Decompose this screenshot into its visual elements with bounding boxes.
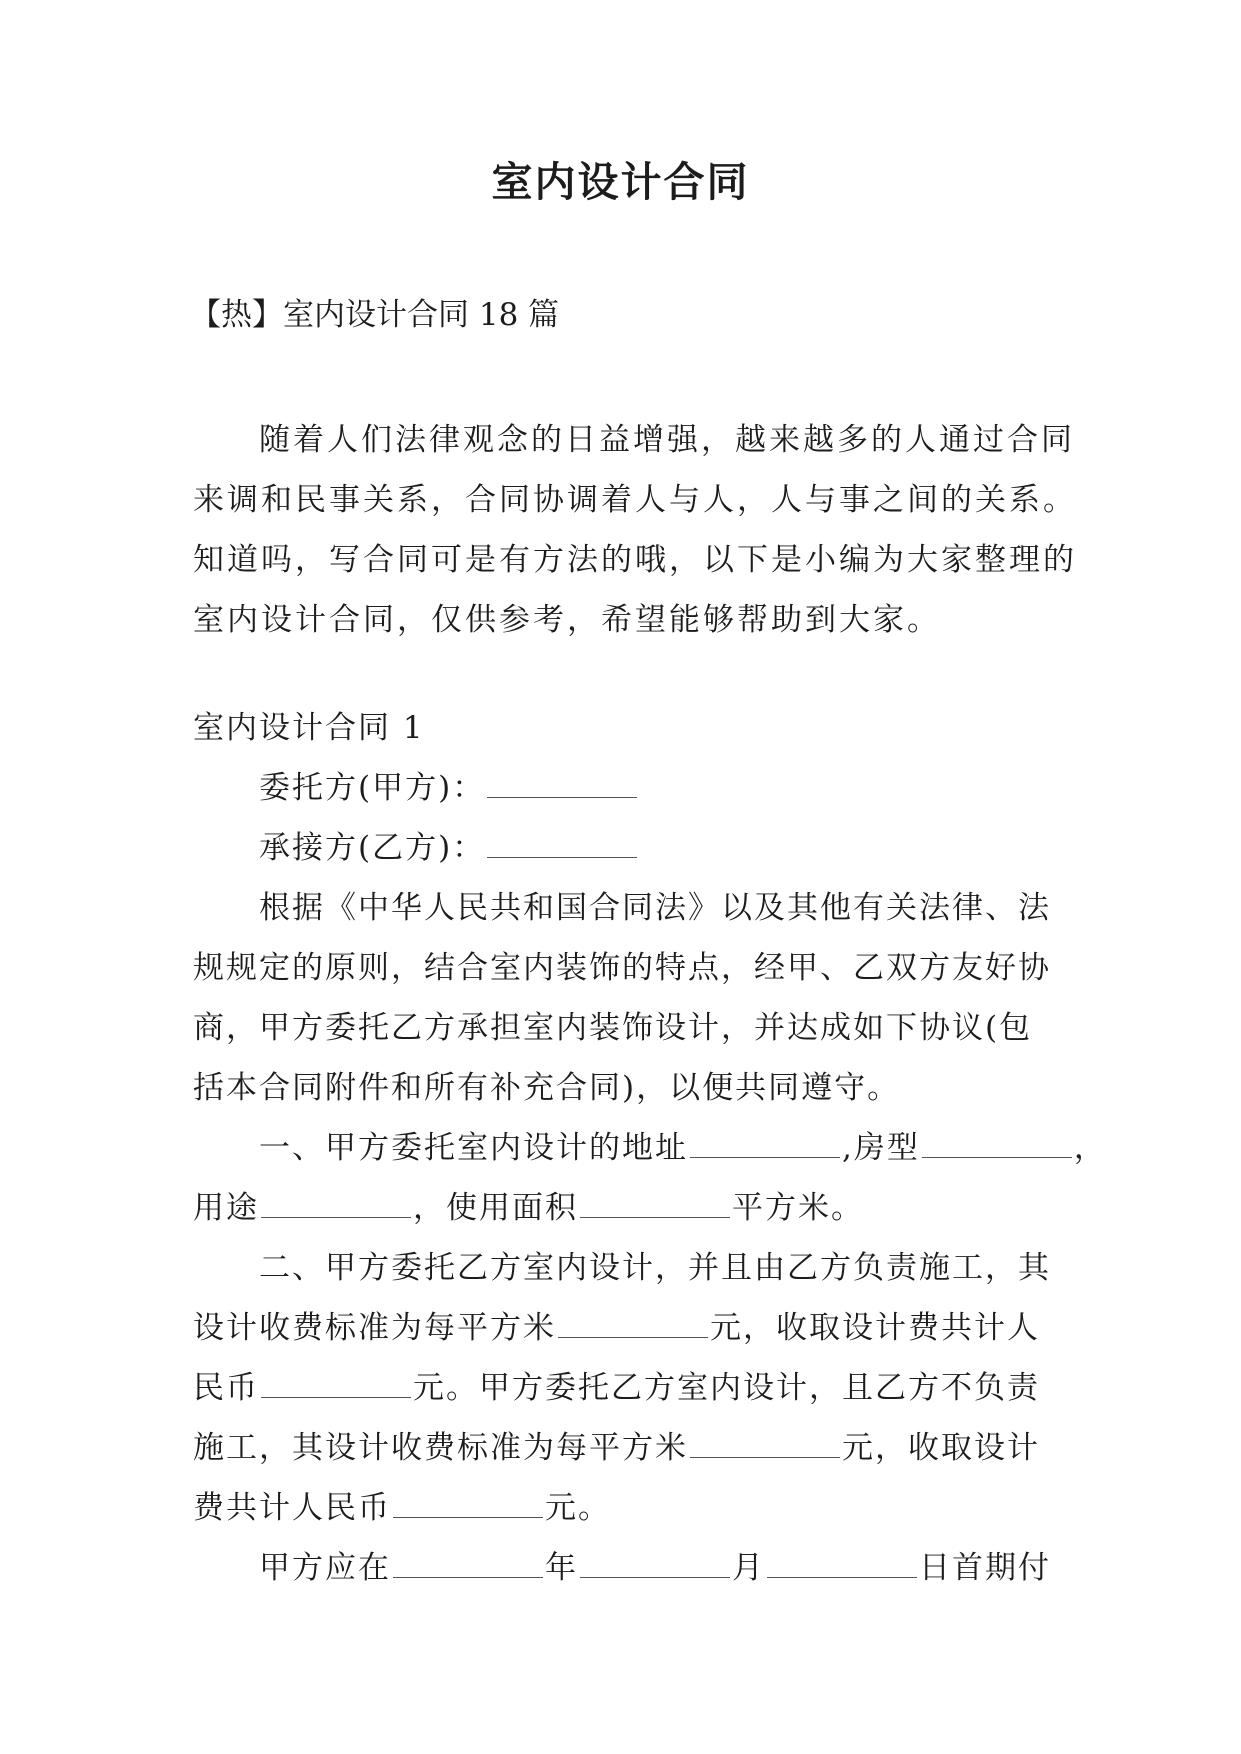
year-blank[interactable]	[393, 1549, 543, 1578]
clause-text: ,房型	[842, 1130, 920, 1166]
clause-text: 元。	[545, 1490, 611, 1526]
document-title: 室内设计合同	[491, 158, 750, 206]
clause-text: 元，收取设计	[842, 1430, 1040, 1466]
clause-text: 元。甲方委托乙方室内设计，且乙方不负责	[413, 1370, 1040, 1406]
intro-paragraph	[193, 410, 1093, 650]
usage-blank[interactable]	[261, 1189, 411, 1218]
section-heading: 室内设计合同 1	[193, 710, 425, 746]
contract-body	[193, 698, 1107, 1598]
clause-text: 费共计人民币	[193, 1490, 391, 1526]
intro-line: 室内设计合同，仅供参考，希望能够帮助到大家。	[193, 602, 941, 638]
clause-text: ，使用面积	[413, 1190, 578, 1226]
document-subtitle: 【热】室内设计合同 18 篇	[190, 297, 560, 333]
clause-text: 施工，其设计收费标准为每平方米	[193, 1430, 688, 1466]
fee-rate-2-blank[interactable]	[690, 1429, 840, 1458]
clause-text: 用途	[193, 1190, 259, 1226]
intro-line: 来调和民事关系，合同协调着人与人，人与事之间的关系。	[193, 482, 1077, 518]
clause-text: 元，收取设计费共计人	[710, 1310, 1040, 1346]
clause3-line	[193, 1538, 1093, 1598]
fee-total-blank[interactable]	[261, 1369, 411, 1398]
day-blank[interactable]	[767, 1549, 917, 1578]
fee-total-2-blank[interactable]	[393, 1489, 543, 1518]
party-b-line	[193, 818, 1093, 878]
clause-text: 甲方应在	[259, 1550, 391, 1586]
party-b-blank[interactable]	[487, 829, 637, 858]
basis-line: 商，甲方委托乙方承担室内装饰设计，并达成如下协议(包	[193, 1010, 1033, 1046]
basis-line: 规规定的原则，结合室内装饰的特点，经甲、乙双方友好协	[193, 950, 1051, 986]
room-type-blank[interactable]	[922, 1129, 1072, 1158]
party-a-label: 委托方(甲方)：	[259, 770, 486, 806]
clause-text: 一、甲方委托室内设计的地址	[259, 1130, 688, 1166]
party-a-line	[193, 758, 1093, 818]
basis-line: 括本合同附件和所有补充合同)，以便共同遵守。	[193, 1070, 901, 1106]
intro-line: 知道吗，写合同可是有方法的哦，以下是小编为大家整理的	[193, 542, 1077, 578]
intro-line: 随着人们法律观念的日益增强，越来越多的人通过合同	[259, 422, 1075, 458]
clause-text: 月	[732, 1550, 765, 1586]
clause-text: 平方米。	[732, 1190, 864, 1226]
clause2-line	[193, 1418, 1093, 1478]
clause2-line	[193, 1298, 1093, 1358]
clause2-line	[193, 1358, 1093, 1418]
clause2-line	[193, 1478, 1093, 1538]
month-blank[interactable]	[580, 1549, 730, 1578]
clause2-line: 二、甲方委托乙方室内设计，并且由乙方负责施工，其	[259, 1250, 1051, 1286]
party-a-blank[interactable]	[487, 769, 637, 798]
clause-text: 设计收费标准为每平方米	[193, 1310, 556, 1346]
area-blank[interactable]	[580, 1189, 730, 1218]
address-blank[interactable]	[690, 1129, 840, 1158]
fee-rate-blank[interactable]	[558, 1309, 708, 1338]
clause-text: 民币	[193, 1370, 259, 1406]
clause-text: 日首期付	[919, 1550, 1051, 1586]
clause1-line	[193, 1178, 1093, 1238]
basis-line: 根据《中华人民共和国合同法》以及其他有关法律、法	[259, 890, 1051, 926]
party-b-label: 承接方(乙方)：	[259, 830, 486, 866]
clause1-line	[193, 1118, 1107, 1178]
clause-text: ，	[1073, 1130, 1107, 1166]
clause-text: 年	[545, 1550, 578, 1586]
